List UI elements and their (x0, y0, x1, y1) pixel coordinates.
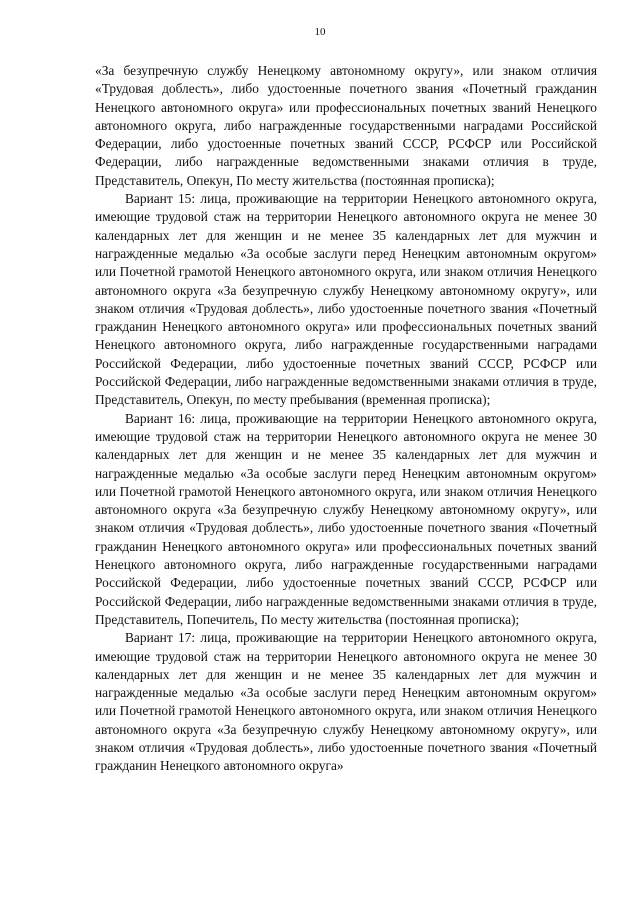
document-body (95, 62, 597, 776)
page-number: 10 (314, 26, 326, 38)
paragraph-variant-16: Вариант 16: лица, проживающие на территории Ненецкого автономного округа, имеющие трудовой стаж на территории Ненецкого автономного округа не менее 30 календарных лет для женщин и не менее 35 календарных лет для мужчин и награжденные медалью «За особые заслуги перед Ненецким автономным округом» или Почетной грамотой Ненецкого автономного округа, или знаком отличия Ненецкого автономного округа «За безупречную службу Ненецкому автономному округу», или знаком отличия «Трудовая доблесть», либо удостоенные почетного звания «Почетный гражданин Ненецкого автономного округа» или профессиональных почетных званий Ненецкого автономного округа, либо награжденные государственными наградами Российской Федерации, либо удостоенные почетных званий СССР, РСФСР или Российской Федерации, либо награжденные ведомственными знаками отличия в труде, Представитель, Попечитель, По месту жительства (постоянная прописка); (95, 410, 597, 627)
paragraph-continuation: «За безупречную службу Ненецкому автономному округу», или знаком отличия «Трудовая доблесть», либо удостоенные почетного звания «Почетный гражданин Ненецкого автономного округа» или профессиональных почетных званий Ненецкого автономного округа, либо награжденные государственными наградами Российской Федерации, либо удостоенные почетных званий СССР, РСФСР или Российской Федерации, либо награжденные ведомственными знаками отличия в труде, Представитель, Опекун, По месту жительства (постоянная прописка); (95, 63, 597, 188)
paragraph-variant-15: Вариант 15: лица, проживающие на территории Ненецкого автономного округа, имеющие трудовой стаж на территории Ненецкого автономного округа не менее 30 календарных лет для женщин и не менее 35 календарных лет для мужчин и награжденные медалью «За особые заслуги перед Ненецким автономным округом» или Почетной грамотой Ненецкого автономного округа, или знаком отличия Ненецкого автономного округа «За безупречную службу Ненецкому автономному округу», или знаком отличия «Трудовая доблесть», либо удостоенные почетного звания «Почетный гражданин Ненецкого автономного округа» или профессиональных почетных званий Ненецкого автономного округа, либо награжденные государственными наградами Российской Федерации, либо удостоенные почетных званий СССР, РСФСР или Российской Федерации, либо награжденные ведомственными знаками отличия в труде, Представитель, Опекун, по месту пребывания (временная прописка); (95, 191, 597, 408)
paragraph-variant-17: Вариант 17: лица, проживающие на территории Ненецкого автономного округа, имеющие трудовой стаж на территории Ненецкого автономного округа не менее 30 календарных лет для женщин и не менее 35 календарных лет для мужчин и награжденные медалью «За особые заслуги перед Ненецким автономным округом» или Почетной грамотой Ненецкого автономного округа, или знаком отличия Ненецкого автономного округа «За безупречную службу Ненецкому автономному округу», или знаком отличия «Трудовая доблесть», либо удостоенные почетного звания «Почетный гражданин Ненецкого автономного округа» (95, 630, 597, 774)
